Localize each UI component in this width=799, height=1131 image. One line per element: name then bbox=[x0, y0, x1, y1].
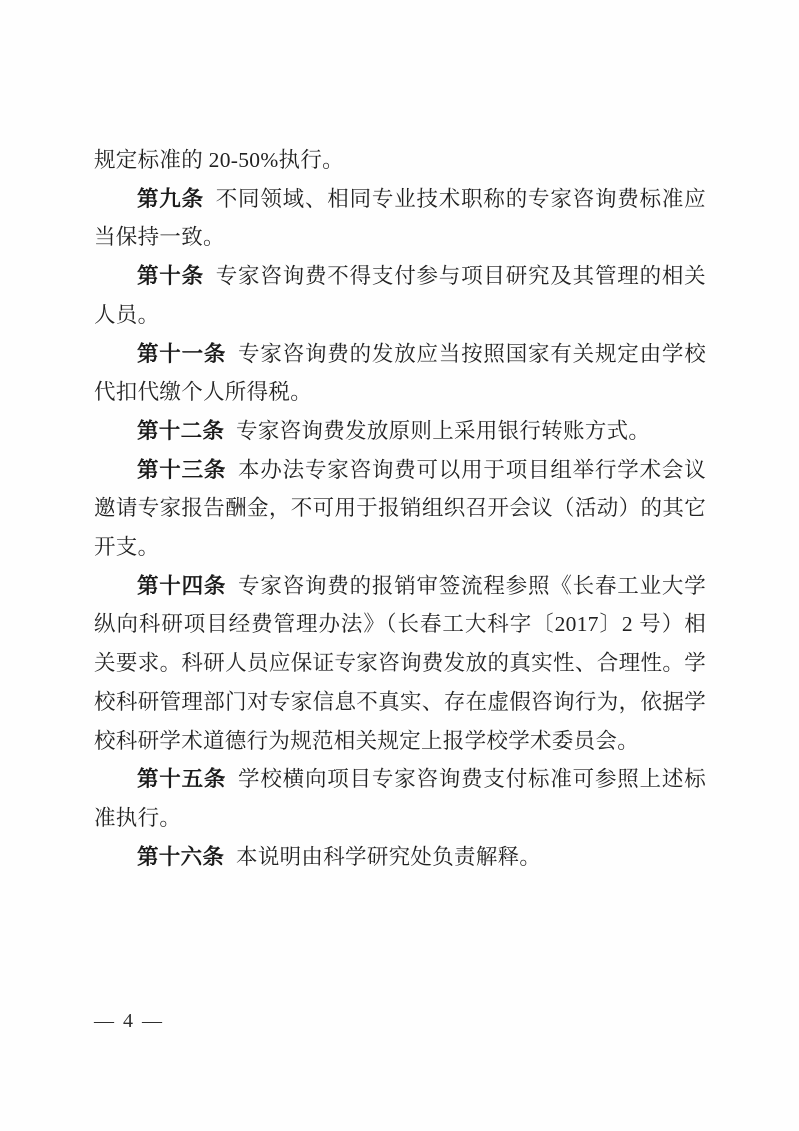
article-number: 第十四条 bbox=[137, 573, 227, 598]
article-number: 第十六条 bbox=[137, 844, 225, 869]
paragraph bbox=[94, 451, 706, 567]
article-number: 第十五条 bbox=[137, 767, 227, 792]
paragraph bbox=[94, 141, 706, 180]
paragraph bbox=[94, 180, 706, 257]
paragraph-text: 不同领域、相同专业技术职称的专家咨询费标准应当保持一致。 bbox=[94, 186, 706, 250]
paragraph bbox=[94, 335, 706, 412]
paragraph-text: 规定标准的 20-50%执行。 bbox=[94, 148, 344, 172]
article-number: 第九条 bbox=[137, 186, 204, 211]
article-number: 第十条 bbox=[137, 264, 204, 289]
page-number: — 4 — bbox=[94, 1010, 164, 1032]
paragraph bbox=[94, 760, 706, 837]
paragraph bbox=[94, 838, 706, 877]
article-number: 第十二条 bbox=[137, 418, 225, 443]
paragraph bbox=[94, 567, 706, 761]
paragraph-text: 专家咨询费不得支付参与项目研究及其管理的相关人员。 bbox=[94, 264, 706, 327]
paragraph-text: 学校横向项目专家咨询费支付标准可参照上述标准执行。 bbox=[94, 767, 706, 830]
article-number: 第十一条 bbox=[137, 341, 227, 366]
document-body bbox=[94, 141, 706, 876]
paragraph-text: 专家咨询费的报销审签流程参照《长春工业大学纵向科研项目经费管理办法》（长春工大科字〔2017〕2 号）相关要求。科研人员应保证专家咨询费发放的真实性、合理性。学校科研管理部门对专家信息不真实、存在虚假咨询行为，依据学校科研学术道德行为规范相关规定上报学校学术委员会。 bbox=[94, 573, 706, 753]
paragraph-text: 专家咨询费的发放应当按照国家有关规定由学校代扣代缴个人所得税。 bbox=[94, 341, 706, 405]
article-number: 第十三条 bbox=[137, 457, 227, 482]
paragraph-text: 本说明由科学研究处负责解释。 bbox=[236, 844, 542, 869]
paragraph-text: 专家咨询费发放原则上采用银行转账方式。 bbox=[236, 418, 651, 443]
paragraph bbox=[94, 412, 706, 451]
paragraph-text: 本办法专家咨询费可以用于项目组举行学术会议邀请专家报告酬金，不可用于报销组织召开会议（活动）的其它开支。 bbox=[94, 457, 706, 560]
paragraph bbox=[94, 257, 706, 334]
